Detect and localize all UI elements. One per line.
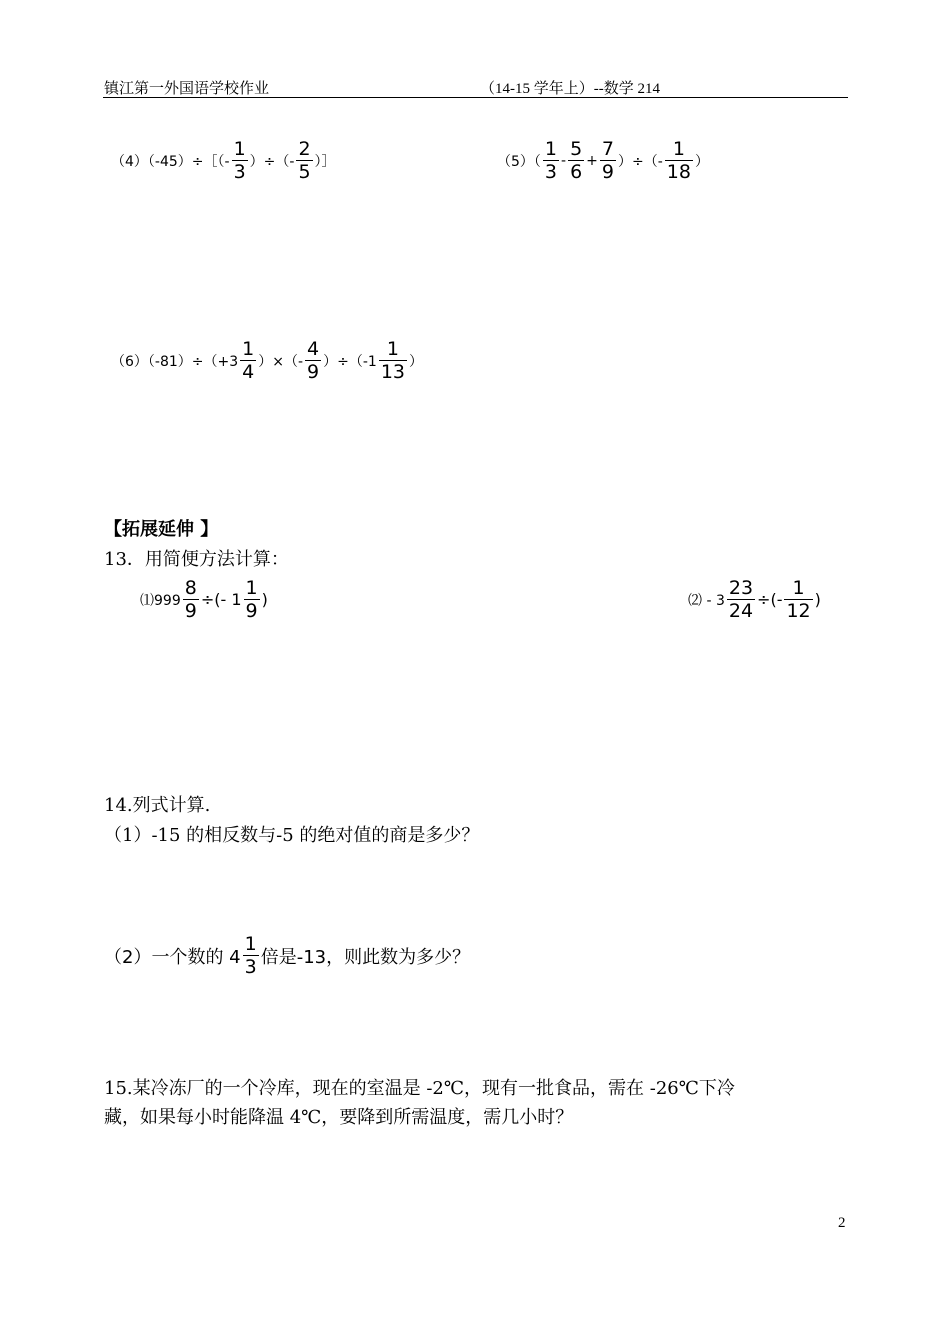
- problem-6: （6）（-81）÷（+3 $\frac{1}{4}$ ）×（- $\frac{4}{9}$ ）÷（-1 $\frac{1}{13}$ ）: [111, 338, 424, 383]
- q14-title: 14.列式计算.: [104, 795, 211, 816]
- fraction: $\frac{5}{6}$: [570, 138, 583, 183]
- problem-4: （4）（-45）÷［（- $\frac{1}{3}$ ）÷（- $\frac{2}{5}$ ）］: [111, 138, 336, 183]
- q13-title: 13．用简便方法计算：: [104, 549, 289, 570]
- fraction: $\frac{7}{9}$: [601, 138, 614, 183]
- fraction: $\frac{8}{9}$: [184, 577, 197, 622]
- page-number: 2: [838, 1215, 846, 1231]
- header-rule: [103, 97, 848, 98]
- header-course: （14-15 学年上）--数学 214: [480, 81, 660, 97]
- fraction: $\frac{1}{9}$: [245, 577, 258, 622]
- section-title: 【拓展延伸 】: [104, 519, 219, 540]
- q13-part2: ⑵ - 3 $\frac{23}{24}$ ÷(- $\frac{1}{12}$ ): [688, 577, 821, 622]
- header-school: 镇江第一外国语学校作业: [104, 81, 270, 97]
- q14-part2: （2）一个数的 4 $\frac{1}{3}$ 倍是-13，则此数为多少？: [104, 933, 471, 978]
- q14-part1: （1）-15 的相反数与-5 的绝对值的商是多少？: [104, 825, 480, 846]
- fraction: $\frac{1}{3}$: [233, 138, 246, 183]
- fraction: $\frac{1}{12}$: [786, 577, 811, 622]
- fraction: $\frac{4}{9}$: [307, 338, 320, 383]
- fraction: $\frac{2}{5}$: [298, 138, 311, 183]
- fraction: $\frac{1}{13}$: [380, 338, 406, 383]
- q15-line1: 15.某冷冻厂的一个冷库，现在的室温是 -2℃，现有一批食品，需在 -26℃下冷: [104, 1078, 735, 1099]
- q13-part1: ⑴999 $\frac{8}{9}$ ÷(- 1 $\frac{1}{9}$ ): [140, 577, 268, 622]
- fraction: $\frac{1}{4}$: [242, 338, 255, 383]
- fraction: $\frac{1}{3}$: [544, 138, 558, 183]
- q15-line2: 藏，如果每小时能降温 4℃，要降到所需温度，需几小时？: [104, 1107, 574, 1128]
- fraction: $\frac{1}{3}$: [244, 933, 257, 978]
- fraction: $\frac{1}{18}$: [666, 138, 691, 183]
- problem-5: （5）（ $\frac{1}{3}$ - $\frac{5}{6}$ + $\frac{7}{9}$ ）÷（- $\frac{1}{18}$ ）: [497, 138, 709, 183]
- fraction: $\frac{23}{24}$: [728, 577, 754, 622]
